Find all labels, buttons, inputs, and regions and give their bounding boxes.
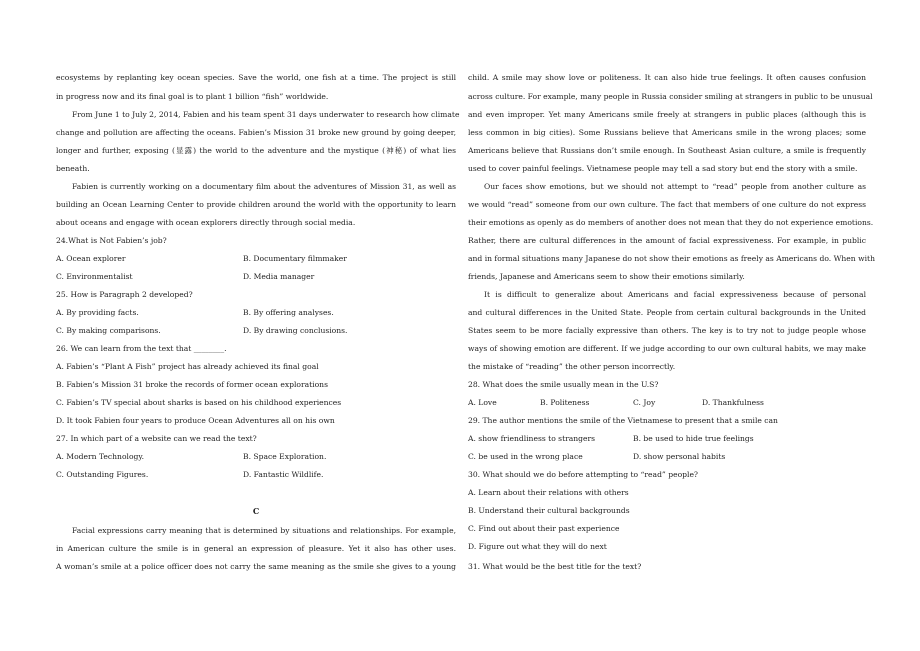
q27-option-c: C. Outstanding Figures. xyxy=(56,470,149,479)
q30-option-c: C. Find out about their past experience xyxy=(468,524,620,533)
q24-option-c: C. Environmentalist xyxy=(56,272,133,281)
q29-option-a: A. show friendliness to strangers xyxy=(468,434,596,443)
q29-option-b: B. be used to hide true feelings xyxy=(633,434,754,443)
paragraph-line: less common in big cities). Some Russians believe that Americans smile in the wrong places; some xyxy=(468,128,866,137)
paragraph-line: child. A smile may show love or politeness. It can also hide true feelings. It often causes confusion xyxy=(468,73,866,82)
paragraph-line: beneath. xyxy=(56,164,90,173)
q30-option-d: D. Figure out what they will do next xyxy=(468,542,607,551)
q25-option-a: A. By providing facts. xyxy=(56,308,139,317)
paragraph-line: building an Ocean Learning Center to provide children around the world with the opportunity to learn xyxy=(56,200,456,209)
q27-option-b: B. Space Exploration. xyxy=(243,452,327,461)
q30-option-b: B. Understand their cultural backgrounds xyxy=(468,506,630,515)
q26-option-a: A. Fabien’s “Plant A Fish” project has already achieved its final goal xyxy=(56,362,319,371)
paragraph-line: in progress now and its final goal is to plant 1 billion “fish” worldwide. xyxy=(56,92,329,101)
paragraph-line: about oceans and engage with ocean explorers directly through social media. xyxy=(56,218,356,227)
q24-option-a: A. Ocean explorer xyxy=(56,254,126,263)
paragraph-line: friends, Japanese and Americans seem to show their emotions similarly. xyxy=(468,272,745,281)
paragraph-line: change and pollution are affecting the oceans. Fabien’s Mission 31 broke new ground by going deeper, xyxy=(56,128,456,137)
paragraph-line: Our faces show emotions, but we should not attempt to “read” people from another culture as xyxy=(484,182,866,191)
paragraph-line: in American culture the smile is in general an expression of pleasure. Yet it also has other uses. xyxy=(56,544,456,553)
q26-option-c: C. Fabien’s TV special about sharks is based on his childhood experiences xyxy=(56,398,342,407)
section-heading: C xyxy=(252,506,260,516)
q28-option-d: D. Thankfulness xyxy=(702,398,764,407)
q25-option-d: D. By drawing conclusions. xyxy=(243,326,348,335)
q26-option-b: B. Fabien’s Mission 31 broke the records of former ocean explorations xyxy=(56,380,328,389)
q30-option-a: A. Learn about their relations with others xyxy=(468,488,629,497)
question-28: 28. What does the smile usually mean in the U.S? xyxy=(468,380,659,389)
paragraph-line: we would “read” someone from our own culture. The fact that members of one culture do not express xyxy=(468,200,866,209)
paragraph-line: Rather, there are cultural differences in the amount of facial expressiveness. For example, in public xyxy=(468,236,866,245)
paragraph-line: and cultural differences in the United State. People from certain cultural backgrounds in the United xyxy=(468,308,866,317)
q27-option-a: A. Modern Technology. xyxy=(56,452,145,461)
paragraph-line: ways of showing emotion are different. If we judge according to our own cultural habits, we may make xyxy=(468,344,866,353)
question-25: 25. How is Paragraph 2 developed? xyxy=(56,290,193,299)
question-24: 24.What is Not Fabien’s job? xyxy=(56,236,167,245)
q29-option-d: D. show personal habits xyxy=(633,452,726,461)
question-26: 26. We can learn from the text that ________. xyxy=(56,344,227,353)
paragraph-line: the mistake of “reading” the other person incorrectly. xyxy=(468,362,676,371)
paragraph-line: It is difficult to generalize about Americans and facial expressiveness because of personal xyxy=(484,290,866,299)
paragraph-line: and even improper. Yet many Americans smile freely at strangers in public places (although this is xyxy=(468,110,866,119)
paragraph-line: Facial expressions carry meaning that is determined by situations and relationships. For example, xyxy=(72,526,456,535)
paragraph-line: From June 1 to July 2, 2014, Fabien and his team spent 31 days underwater to research how climate xyxy=(72,110,460,119)
q26-option-d: D. It took Fabien four years to produce Ocean Adventures all on his own xyxy=(56,416,335,425)
q27-option-d: D. Fantastic Wildlife. xyxy=(243,470,324,479)
paragraph-line: ecosystems by replanting key ocean species. Save the world, one fish at a time. The project is still xyxy=(56,73,456,82)
q28-option-c: C. Joy xyxy=(633,398,656,407)
paragraph-line: their emotions as openly as do members of another does not mean that they do not experience emotions. xyxy=(468,218,874,227)
question-30: 30. What should we do before attempting to “read” people? xyxy=(468,470,699,479)
q25-option-b: B. By offering analyses. xyxy=(243,308,334,317)
question-27: 27. In which part of a website can we read the text? xyxy=(56,434,257,443)
paragraph-line: longer and further, exposing (显露) the world to the adventure and the mystique (神秘) of what lies xyxy=(56,146,456,155)
paragraph-line: across culture. For example, many people in Russia consider smiling at strangers in public to be unusual xyxy=(468,92,873,101)
paragraph-line: Americans believe that Russians don’t smile enough. In Southeast Asian culture, a smile is frequently xyxy=(468,146,866,155)
q24-option-b: B. Documentary filmmaker xyxy=(243,254,347,263)
q29-option-c: C. be used in the wrong place xyxy=(468,452,583,461)
paragraph-line: Fabien is currently working on a documentary film about the adventures of Mission 31, as well as xyxy=(72,182,456,191)
q28-option-a: A. Love xyxy=(468,398,497,407)
q28-option-b: B. Politeness xyxy=(540,398,590,407)
q25-option-c: C. By making comparisons. xyxy=(56,326,161,335)
question-31: 31. What would be the best title for the text? xyxy=(468,562,642,571)
q24-option-d: D. Media manager xyxy=(243,272,315,281)
paragraph-line: A woman’s smile at a police officer does not carry the same meaning as the smile she gives to a young xyxy=(56,562,456,571)
question-29: 29. The author mentions the smile of the Vietnamese to present that a smile can xyxy=(468,416,778,425)
paragraph-line: and in formal situations many Japanese do not show their emotions as freely as Americans do. When with xyxy=(468,254,875,263)
paragraph-line: used to cover painful feelings. Vietnamese people may tell a sad story but end the story with a smile. xyxy=(468,164,858,173)
paragraph-line: States seem to be more facially expressive than others. The key is to try not to judge people whose xyxy=(468,326,866,335)
